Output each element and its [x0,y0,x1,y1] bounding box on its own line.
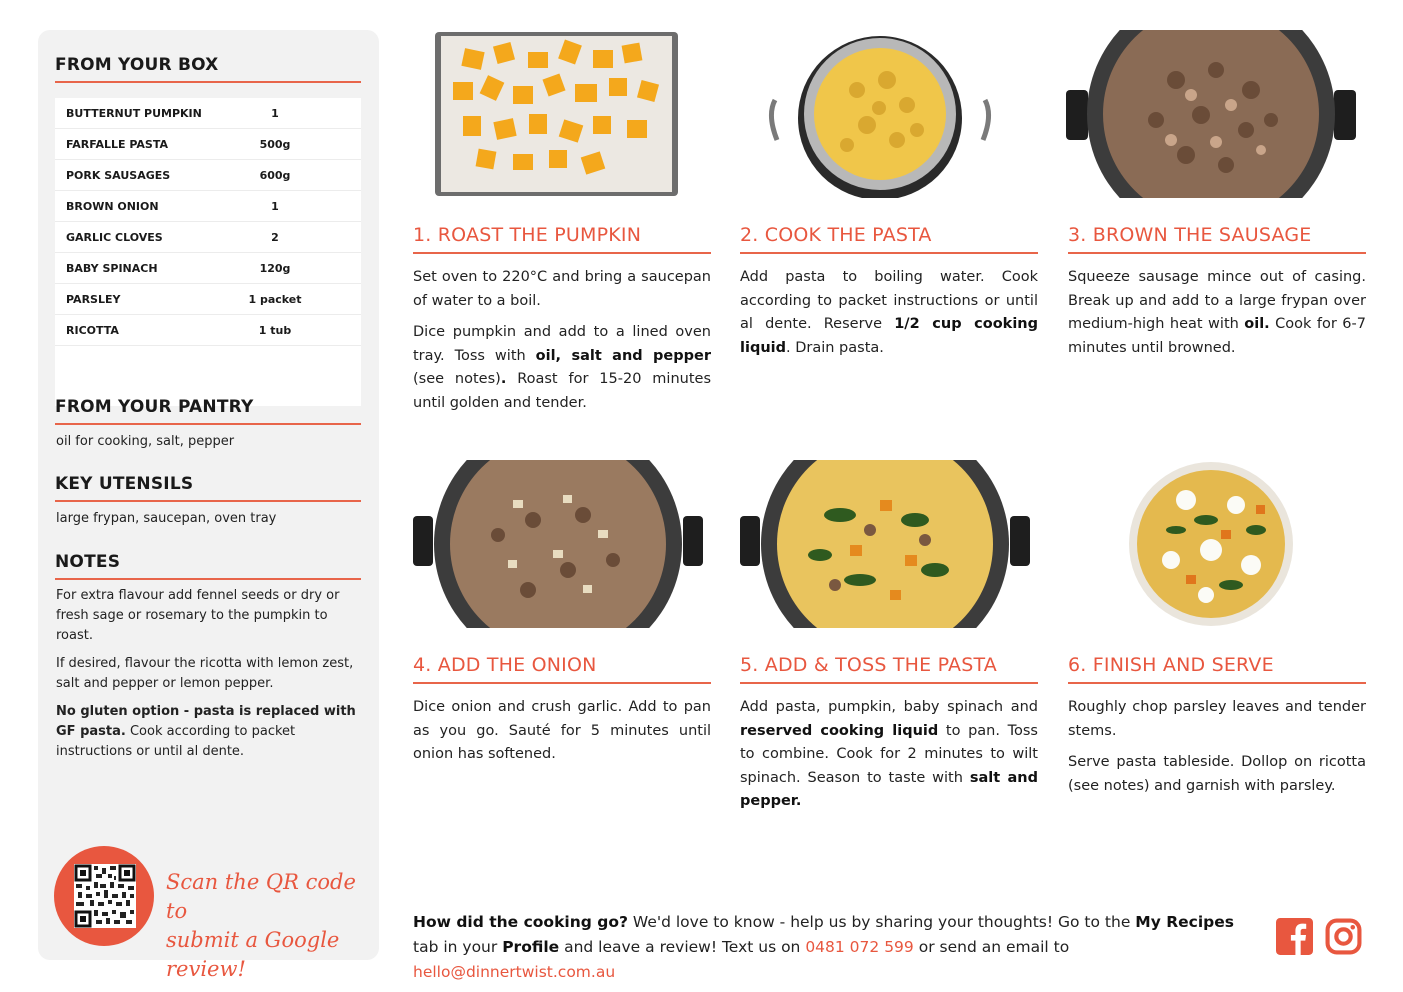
ingredient-qty: 2 [271,230,279,244]
step-5-title: 5. ADD & TOSS THE PASTA [740,654,1038,684]
step-2-body [740,266,1038,368]
text-span: Dice pumpkin and add to a lined oven tray. Toss with [413,324,711,364]
footer-question: How did the cooking go? [413,913,628,931]
step-paragraph [1068,266,1366,360]
ingredient-qty: 1 packet [248,292,302,306]
qr-badge[interactable] [54,846,154,946]
qr-text-line: Scan the QR code to [166,870,356,923]
step-3-title: 3. BROWN THE SAUSAGE [1068,224,1366,254]
footer-profile: Profile [502,938,560,956]
ingredient-name: RICOTTA [66,323,119,337]
step-4-title: 4. ADD THE ONION [413,654,711,684]
text-span: Add pasta, pumpkin, baby spinach and [740,699,1038,715]
text-span: to pan. Toss to combine. Cook for 2 minutes to wilt spinach. Season to taste with [740,722,1038,786]
ingredients-table [55,98,361,406]
qr-code-icon[interactable] [74,864,136,928]
ingredient-qty: 1 [271,106,279,120]
sausage-pan-photo [1066,30,1356,198]
from-your-box-heading: FROM YOUR BOX [55,55,361,83]
note-bold: No gluten option - pasta is replaced with GF pasta. [56,704,356,739]
onion-pan-photo [413,460,703,628]
text-span: Squeeze sausage mince out of casing. Break up and add to a large frypan over medium-high heat with [1068,269,1366,332]
qr-text-line: submit a Google review! [166,928,340,981]
step-paragraph: Dice onion and crush garlic. Add to pan as you go. Sauté for 5 minutes until onion has softened. [413,699,711,762]
text-span: . Drain pasta. [786,339,884,356]
table-row [55,160,361,191]
text-span: or send an email to [913,938,1070,956]
ingredients-sidebar [38,30,379,981]
table-row [55,129,361,160]
notes-text [56,586,361,770]
facebook-icon[interactable] [1276,918,1313,955]
qr-review-text [166,868,366,984]
ingredient-name: BROWN ONION [66,199,159,213]
step-6-body [1068,696,1366,806]
bold-text: . [500,371,507,387]
ingredient-qty: 1 tub [258,323,292,337]
bold-text: oil. [1244,316,1270,332]
table-row [55,253,361,284]
instagram-icon[interactable] [1325,918,1362,955]
key-utensils-heading: KEY UTENSILS [55,474,361,502]
step-paragraph [413,321,711,415]
table-row [55,222,361,253]
table-row [55,284,361,315]
pantry-text: oil for cooking, salt, pepper [56,434,235,449]
step-4-body [413,696,711,775]
footer-my-recipes: My Recipes [1135,913,1234,931]
pasta-pot-photo [767,30,993,198]
ingredient-name: FARFALLE PASTA [66,137,169,151]
step-paragraph: Roughly chop parsley leaves and tender stems. [1068,699,1366,739]
bold-text: salt and pepper. [740,769,1038,809]
ingredient-qty: 600g [259,168,291,182]
finished-dish-photo [1126,460,1296,628]
step-5-body [740,696,1038,822]
review-footer [413,910,1263,985]
step-3-body [1068,266,1366,368]
note-item [56,702,361,762]
text-span: tab in your [413,938,503,956]
step-paragraph: Set oven to 220°C and bring a saucepan of water to a boil. [413,269,711,309]
note-item: If desired, flavour the ricotta with lemon zest, salt and pepper or lemon pepper. [56,656,354,691]
notes-heading: NOTES [55,552,361,580]
ingredient-name: BABY SPINACH [66,261,158,275]
ingredient-qty: 1 [271,199,279,213]
step-1-body [413,266,711,423]
step-paragraph [740,696,1038,814]
ingredient-qty: 120g [259,261,291,275]
note-rest: Cook according to packet instructions or until al dente. [56,724,296,759]
utensils-text: large frypan, saucepan, oven tray [56,511,277,526]
ingredient-qty: 500g [259,137,291,151]
step-6-title: 6. FINISH AND SERVE [1068,654,1366,684]
text-span: Roast for 15-20 minutes until golden and tender. [413,371,711,411]
bold-text: reserved cooking liquid [740,722,939,739]
ingredient-name: GARLIC CLOVES [66,230,163,244]
bold-text: oil, salt and pepper [535,347,711,364]
text-span: We'd love to know - help us by sharing your thoughts! Go to the [627,913,1136,931]
text-span: and leave a review! Text us on [559,938,806,956]
from-your-pantry-heading: FROM YOUR PANTRY [55,397,361,425]
ingredient-name: PARSLEY [66,292,121,306]
text-span: (see notes) [413,371,501,387]
phone-link[interactable]: 0481 072 599 [805,938,914,956]
text-span: Cook for 6-7 minutes until browned. [1068,316,1366,356]
bold-text: 1/2 cup cooking liquid [740,316,1038,356]
step-paragraph [740,266,1038,360]
table-row [55,315,361,346]
text-span: Add pasta to boiling water. Cook according to packet instructions or until al dente. Reserve [740,269,1038,332]
table-row [55,191,361,222]
table-row [55,98,361,129]
email-link[interactable]: hello@dinnertwist.com.au [413,963,616,981]
step-1-title: 1. ROAST THE PUMPKIN [413,224,711,254]
pasta-toss-pan-photo [740,460,1030,628]
step-paragraph: Serve pasta tableside. Dollop on ricotta (see notes) and garnish with parsley. [1068,754,1366,794]
note-item: For extra flavour add fennel seeds or dry or fresh sage or rosemary to the pumpkin to roast. [56,588,340,643]
pumpkin-tray-photo [433,30,680,198]
ingredient-name: PORK SAUSAGES [66,168,171,182]
ingredient-name: BUTTERNUT PUMPKIN [66,106,202,120]
step-2-title: 2. COOK THE PASTA [740,224,1038,254]
